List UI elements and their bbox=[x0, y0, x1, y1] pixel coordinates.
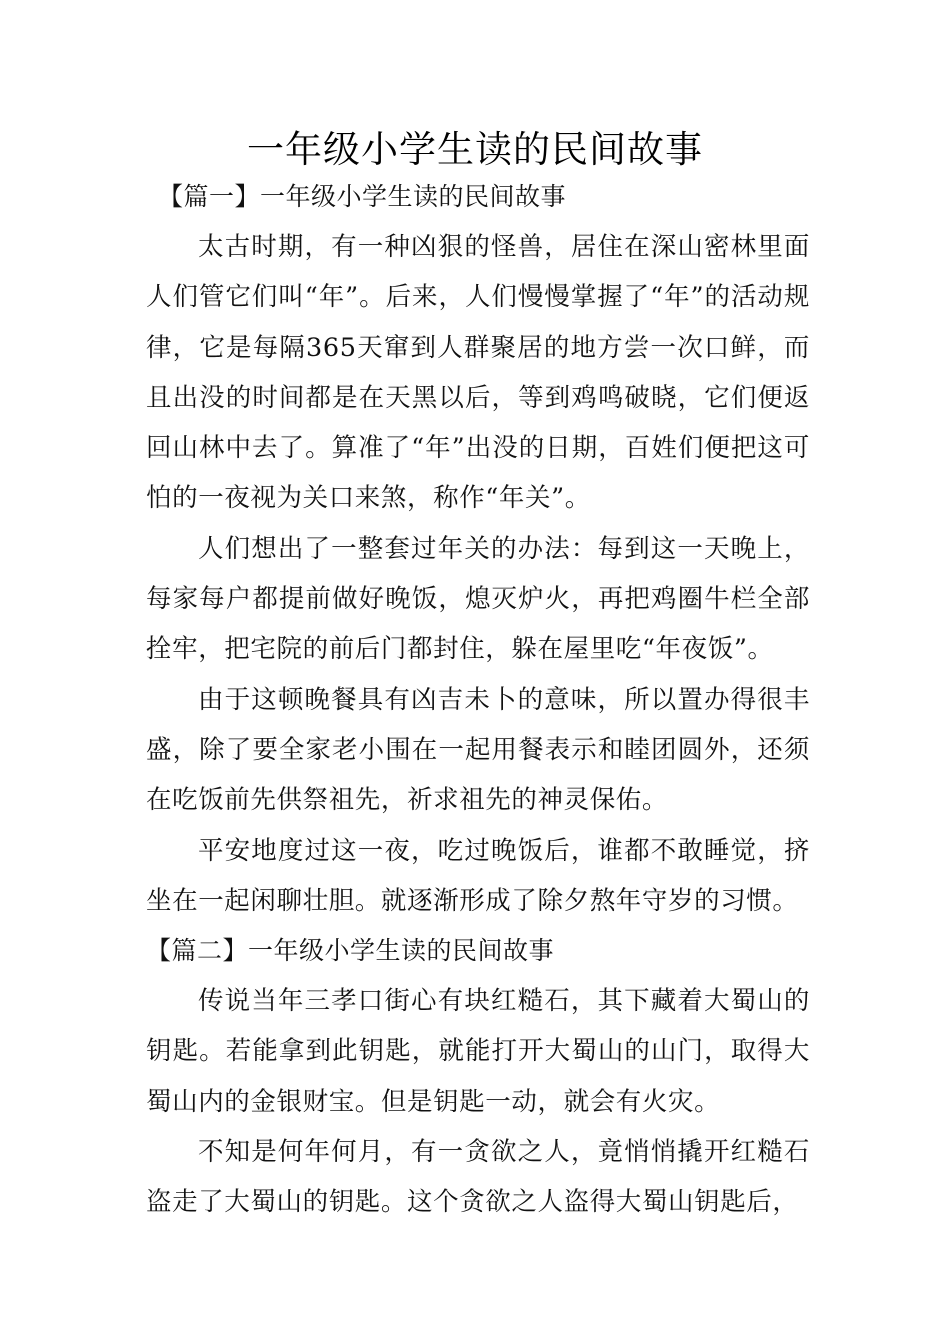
paragraph: 不知是何年何月，有一贪欲之人，竟悄悄撬开红糙石盗走了大蜀山的钥匙。这个贪欲之人盗得大蜀山钥匙后， bbox=[146, 1137, 810, 1218]
paragraph: 太古时期，有一种凶狠的怪兽，居住在深山密林里面人们管它们叫“年”。后来，人们慢慢掌握了“年”的活动规律，它是每隔365天窜到人群聚居的地方尝一次口鲜，而且出没的时间都是在天黑以后，等到鸡鸣破晓，它们便返回山林中去了。算准了“年”出没的日期，百姓们便把这可怕的一夜视为关口来煞，称作“年关”。 bbox=[146, 232, 810, 514]
paragraph: 传说当年三孝口街心有块红糙石，其下藏着大蜀山的钥匙。若能拿到此钥匙，就能打开大蜀山的山门，取得大蜀山内的金银财宝。但是钥匙一动，就会有火灾。 bbox=[146, 986, 810, 1117]
document-title: 一年级小学生读的民间故事 bbox=[247, 128, 703, 171]
section-heading: 【篇一】一年级小学生读的民间故事 bbox=[158, 182, 567, 211]
paragraph: 由于这顿晚餐具有凶吉未卜的意味，所以置办得很丰盛，除了要全家老小围在一起用餐表示和睦团圆外，还须在吃饭前先供祭祖先，祈求祖先的神灵保佑。 bbox=[146, 684, 810, 816]
document-body bbox=[146, 172, 810, 1228]
paragraph: 平安地度过这一夜，吃过晚饭后，谁都不敢睡觉，挤坐在一起闲聊壮胆。就逐渐形成了除夕熬年守岁的习惯。 bbox=[146, 835, 810, 916]
paragraph: 人们想出了一整套过年关的办法：每到这一天晚上，每家每户都提前做好晚饭，熄灭炉火，再把鸡圈牛栏全部拴牢，把宅院的前后门都封住，躲在屋里吃“年夜饭”。 bbox=[146, 533, 810, 665]
section-heading: 【篇二】一年级小学生读的民间故事 bbox=[146, 936, 555, 966]
